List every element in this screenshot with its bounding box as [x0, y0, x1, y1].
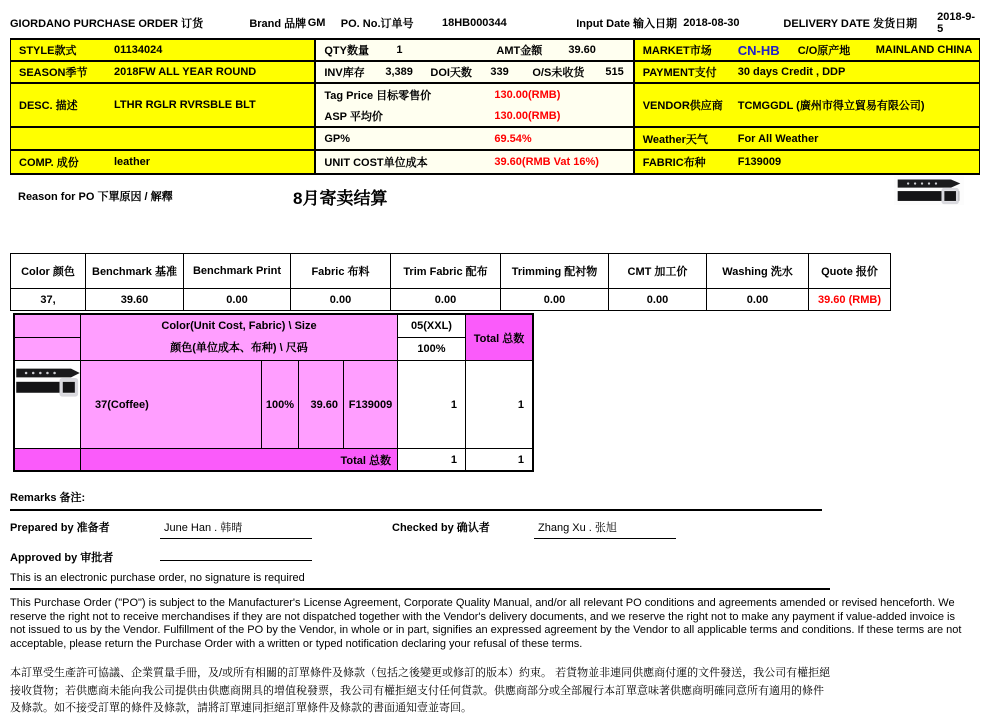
- size-column-header: 05(XXL): [398, 315, 466, 338]
- row-percent-cell: 100%: [262, 361, 299, 449]
- price-row: [316, 84, 632, 128]
- delivery-date-label: DELIVERY DATE 发货日期: [783, 18, 918, 30]
- amt-value: 39.60: [568, 44, 596, 56]
- asp-line: [316, 105, 632, 126]
- terms-chinese: 本訂單受生產許可協議、企業質量手冊，及/或所有相關的訂單條件及條款（包括之後變更或修訂的版本）約束。 若貨物並非連同供應商付運的文件發送，我公司有權拒絕接收貨物；若供應商未能向我公司提供由供應商開具的增值稅發票，我公司有權拒絕支付任何貨款。供應商部分或全部履行本訂單意味著供應商明確同意所有適用的條件及條款。如不接受訂單的條件及條款，請將訂單連同拒絕訂單條件及條款的書面通知壹並寄回。: [10, 667, 831, 714]
- quote-table-header-row: [11, 254, 891, 289]
- terms-divider: [10, 588, 830, 590]
- reason-value: 8月寄卖结算: [293, 188, 388, 208]
- quote-value: 39.60 (RMB): [809, 289, 891, 311]
- country-origin-value: MAINLAND CHINA: [875, 44, 973, 56]
- col-cmt: CMT 加工价: [609, 254, 707, 289]
- total-column-header: Total 总数: [466, 315, 532, 361]
- description-row: [11, 84, 314, 128]
- gp-value: 69.54%: [494, 132, 532, 145]
- fabric-row: [635, 151, 979, 173]
- footer-left-cell: [15, 449, 81, 470]
- vendor-row: [635, 84, 979, 128]
- terms-english: This Purchase Order ("PO") is subject to the Manufacturer's License Agreement, Corporate Quality Manual, and/or all relevant PO conditions and agreements amended or revised henceforth. We reserve the right not to receive merchandises if they are not dispatched together with the Vendor's delivery documents, and we reserve the right not to make any payment if value-added invoice is not issued to us by the Vendor. Fulfillment of the PO by the Vendor, in whole or in part, signifies an expressed agreement by the Vendor to all applicable terms and conditions. If these terms are not acceptable, please return the Purchase Order with a written or typed notification declaring your refusal of these terms.: [10, 597, 962, 650]
- footer-size-qty: 1: [398, 449, 466, 470]
- composition-value: leather: [114, 156, 151, 168]
- quote-table: [10, 253, 891, 311]
- brand-value: GM: [307, 17, 326, 29]
- color-size-header-cell: [81, 315, 398, 361]
- trimming-value: 0.00: [501, 289, 609, 311]
- belt-product-image: [894, 176, 964, 205]
- belt-swatch-cell: [15, 361, 81, 449]
- style-value: 01134024: [114, 44, 163, 56]
- trim-fabric-value: 0.00: [391, 289, 501, 311]
- cmt-value: 0.00: [609, 289, 707, 311]
- col-trim-fabric: Trim Fabric 配布: [391, 254, 501, 289]
- col-benchmark: Benchmark 基准: [86, 254, 184, 289]
- po-number-label: PO. No.订单号: [340, 18, 414, 30]
- size-breakdown-table: [13, 313, 534, 472]
- style-row: [11, 40, 314, 62]
- weather-label: Weather天气: [642, 133, 708, 146]
- market-value: CN-HB: [737, 42, 780, 58]
- electronic-order-note: This is an electronic purchase order, no signature is required: [10, 572, 305, 584]
- checked-by-value: Zhang Xu . 张旭: [534, 519, 676, 539]
- info-middle-column: [314, 40, 634, 173]
- row-fabric-cell: F139009: [344, 361, 398, 449]
- asp-label: ASP 平均价: [324, 110, 383, 123]
- order-info-grid: [10, 38, 980, 175]
- prepared-by-label: Prepared by 准备者: [10, 522, 110, 534]
- document-header-row: [10, 8, 980, 38]
- input-date-label: Input Date 输入日期: [576, 18, 678, 30]
- remarks-heading: Remarks 备注:: [10, 492, 86, 504]
- tag-price-label: Tag Price 目标零售价: [324, 89, 432, 102]
- market-row: [635, 40, 979, 62]
- checked-by-label: Checked by 确认者: [392, 522, 490, 534]
- payment-label: PAYMENT支付: [642, 67, 717, 79]
- remarks-section: [10, 489, 980, 590]
- payment-row: [635, 62, 979, 84]
- approved-by-label: Approved by 审批者: [10, 552, 114, 564]
- row-total-cell: 1: [466, 361, 532, 449]
- style-label: STYLE款式: [19, 45, 77, 57]
- season-row: [11, 62, 314, 84]
- season-label: SEASON季节: [19, 67, 88, 79]
- image-header-cell-2: [15, 338, 81, 361]
- remarks-divider: [10, 509, 822, 511]
- os-value: 515: [605, 66, 624, 78]
- benchmark-print-value: 0.00: [184, 289, 291, 311]
- brand-label: Brand 品牌: [249, 18, 307, 30]
- col-washing: Washing 洗水: [707, 254, 809, 289]
- prepared-checked-row: [10, 519, 980, 539]
- color-size-header-zh: 颜色(单位成本、布种) \ 尺码: [170, 341, 308, 354]
- info-right-column: [635, 40, 979, 173]
- qty-label: QTY数量: [324, 45, 369, 57]
- benchmark-value: 39.60: [86, 289, 184, 311]
- doi-value: 339: [490, 66, 509, 78]
- reason-label: Reason for PO 下單原因 / 解釋: [18, 191, 173, 203]
- season-value: 2018FW ALL YEAR ROUND: [114, 66, 257, 78]
- inventory-row: [316, 62, 632, 84]
- po-number-value: 18HB000344: [441, 17, 507, 29]
- qty-amt-row: [316, 40, 632, 62]
- color-size-header-en: Color(Unit Cost, Fabric) \ Size: [161, 320, 317, 333]
- info-left-column: [11, 40, 314, 173]
- description-label: DESC. 描述: [19, 100, 78, 112]
- reason-row: [10, 175, 980, 217]
- input-date-value: 2018-08-30: [683, 17, 740, 29]
- row-unit-cost-cell: 39.60: [299, 361, 344, 449]
- fabric-value: F139009: [737, 156, 782, 168]
- footer-total-label: Total 总数: [81, 449, 398, 470]
- market-label: MARKET市场: [642, 45, 712, 57]
- inv-label: INV库存: [324, 67, 365, 79]
- row-color-cell: 37(Coffee): [81, 361, 262, 449]
- gp-label: GP%: [324, 132, 351, 145]
- description-value: LTHR RGLR RVRSBLE BLT: [114, 99, 256, 111]
- washing-value: 0.00: [707, 289, 809, 311]
- col-trimming: Trimming 配衬物: [501, 254, 609, 289]
- row-size-qty-cell: 1: [398, 361, 466, 449]
- fabric-cost-value: 0.00: [291, 289, 391, 311]
- gp-row: [316, 128, 632, 151]
- color-value: 37,: [11, 289, 86, 311]
- unit-cost-row: [316, 151, 632, 173]
- composition-row: [11, 151, 314, 173]
- prepared-by-value: June Han . 韩晴: [160, 519, 312, 539]
- weather-row: [635, 128, 979, 151]
- size-percent-header: 100%: [398, 338, 466, 361]
- image-header-cell: [15, 315, 81, 338]
- payment-value: 30 days Credit , DDP: [737, 66, 846, 78]
- fabric-label: FABRIC布种: [642, 157, 706, 169]
- delivery-date-value: 2018-9-5: [937, 11, 976, 35]
- composition-label: COMP. 成份: [19, 157, 79, 169]
- empty-row: [11, 128, 314, 151]
- os-label: O/S未收货: [532, 67, 585, 79]
- asp-value: 130.00(RMB): [494, 109, 561, 122]
- vendor-label: VENDOR供应商: [642, 100, 723, 112]
- tag-price-value: 130.00(RMB): [494, 88, 561, 101]
- approved-row: [10, 547, 980, 565]
- col-fabric: Fabric 布料: [291, 254, 391, 289]
- vendor-value: TCMGGDL (廣州市得立貿易有限公司): [737, 100, 925, 112]
- page-title: GIORDANO PURCHASE ORDER 订货: [10, 18, 204, 30]
- unit-cost-label: UNIT COST单位成本: [324, 157, 428, 169]
- belt-swatch-image: [15, 361, 81, 407]
- doi-label: DOI天数: [430, 67, 472, 79]
- col-benchmark-print: Benchmark Print: [184, 254, 291, 289]
- country-origin-label: C/O原产地: [797, 45, 851, 57]
- unit-cost-value: 39.60(RMB Vat 16%): [494, 156, 599, 168]
- quote-table-value-row: [11, 289, 891, 311]
- weather-value: For All Weather: [737, 132, 819, 145]
- footer-grand-total: 1: [466, 449, 532, 470]
- col-color: Color 颜色: [11, 254, 86, 289]
- approved-by-value: [160, 547, 312, 561]
- inv-value: 3,389: [385, 66, 413, 78]
- col-quote: Quote 报价: [809, 254, 891, 289]
- qty-value: 1: [396, 44, 403, 56]
- amt-label: AMT金额: [496, 45, 543, 57]
- tag-price-line: [316, 84, 632, 105]
